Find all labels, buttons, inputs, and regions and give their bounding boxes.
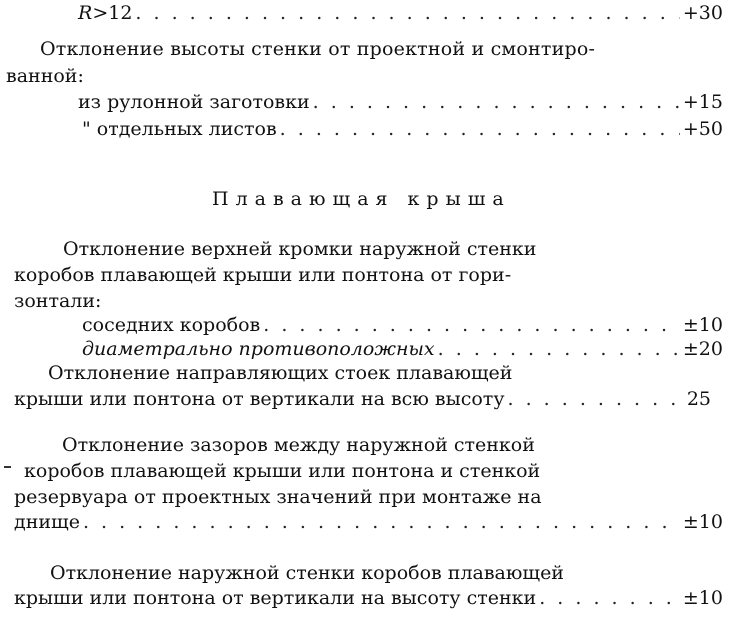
wall-height-para-line1: Отклонение высоты стенки от проектной и смонтиро- bbox=[40, 38, 596, 60]
diametric-row bbox=[82, 338, 723, 360]
outer-wall-value: ±10 bbox=[682, 587, 723, 609]
guide-posts-value: 25 bbox=[686, 388, 711, 410]
diametric-value: ±20 bbox=[682, 338, 723, 360]
separate-sheets-label: " отдельных листов bbox=[82, 118, 277, 140]
p3-line2: коробов плавающей крыши или понтона и стенкой bbox=[24, 460, 541, 482]
roll-blank-row bbox=[78, 91, 723, 113]
p3-line1: Отклонение зазоров между наружной стенкой bbox=[62, 434, 535, 456]
dot-leader bbox=[539, 587, 680, 609]
outer-wall-label: крыши или понтона от вертикали на высоту стенки bbox=[14, 587, 537, 609]
r-condition: >12 bbox=[92, 2, 133, 24]
p1-line1: Отклонение верхней кромки наружной стенки bbox=[63, 238, 537, 260]
dot-leader bbox=[438, 338, 680, 360]
guide-posts-row bbox=[14, 388, 711, 410]
adjacent-boxes-row bbox=[82, 314, 723, 336]
r-tolerance-label bbox=[78, 2, 132, 24]
r-tolerance-value: +30 bbox=[682, 2, 723, 24]
p1-line3: зонтали: bbox=[14, 290, 102, 312]
separate-sheets-row bbox=[82, 118, 723, 140]
guide-posts-label: крыши или понтона от вертикали на всю высоту bbox=[14, 388, 505, 410]
adjacent-boxes-value: ±10 bbox=[682, 314, 723, 336]
adjacent-boxes-label: соседних коробов bbox=[82, 314, 261, 336]
outer-wall-row bbox=[14, 587, 723, 609]
roll-blank-value: +15 bbox=[682, 91, 723, 113]
wall-height-para-line2: ванной: bbox=[6, 65, 84, 87]
p3-line3: резервуара от проектных значений при монтаже на bbox=[14, 486, 542, 508]
gaps-row bbox=[14, 511, 723, 533]
dot-leader bbox=[508, 388, 684, 410]
dot-leader bbox=[313, 91, 680, 113]
gaps-label: днище bbox=[14, 511, 80, 533]
section-heading: Плавающая крыша bbox=[212, 188, 511, 210]
r-tolerance-row bbox=[78, 2, 723, 24]
dot-leader bbox=[263, 314, 680, 336]
margin-mark bbox=[4, 466, 11, 468]
p4-line1: Отклонение наружной стенки коробов плавающей bbox=[50, 562, 564, 584]
diametric-label: диаметрально противоположных bbox=[82, 338, 435, 360]
r-symbol: R bbox=[78, 2, 93, 24]
roll-blank-label: из рулонной заготовки bbox=[78, 91, 310, 113]
dot-leader bbox=[135, 2, 679, 24]
gaps-value: ±10 bbox=[682, 511, 723, 533]
separate-sheets-value: +50 bbox=[682, 118, 723, 140]
dot-leader bbox=[280, 118, 680, 140]
p1-line2: коробов плавающей крыши или понтона от гори- bbox=[14, 264, 512, 286]
dot-leader bbox=[83, 511, 680, 533]
p2-line1: Отклонение направляющих стоек плавающей bbox=[48, 362, 513, 384]
